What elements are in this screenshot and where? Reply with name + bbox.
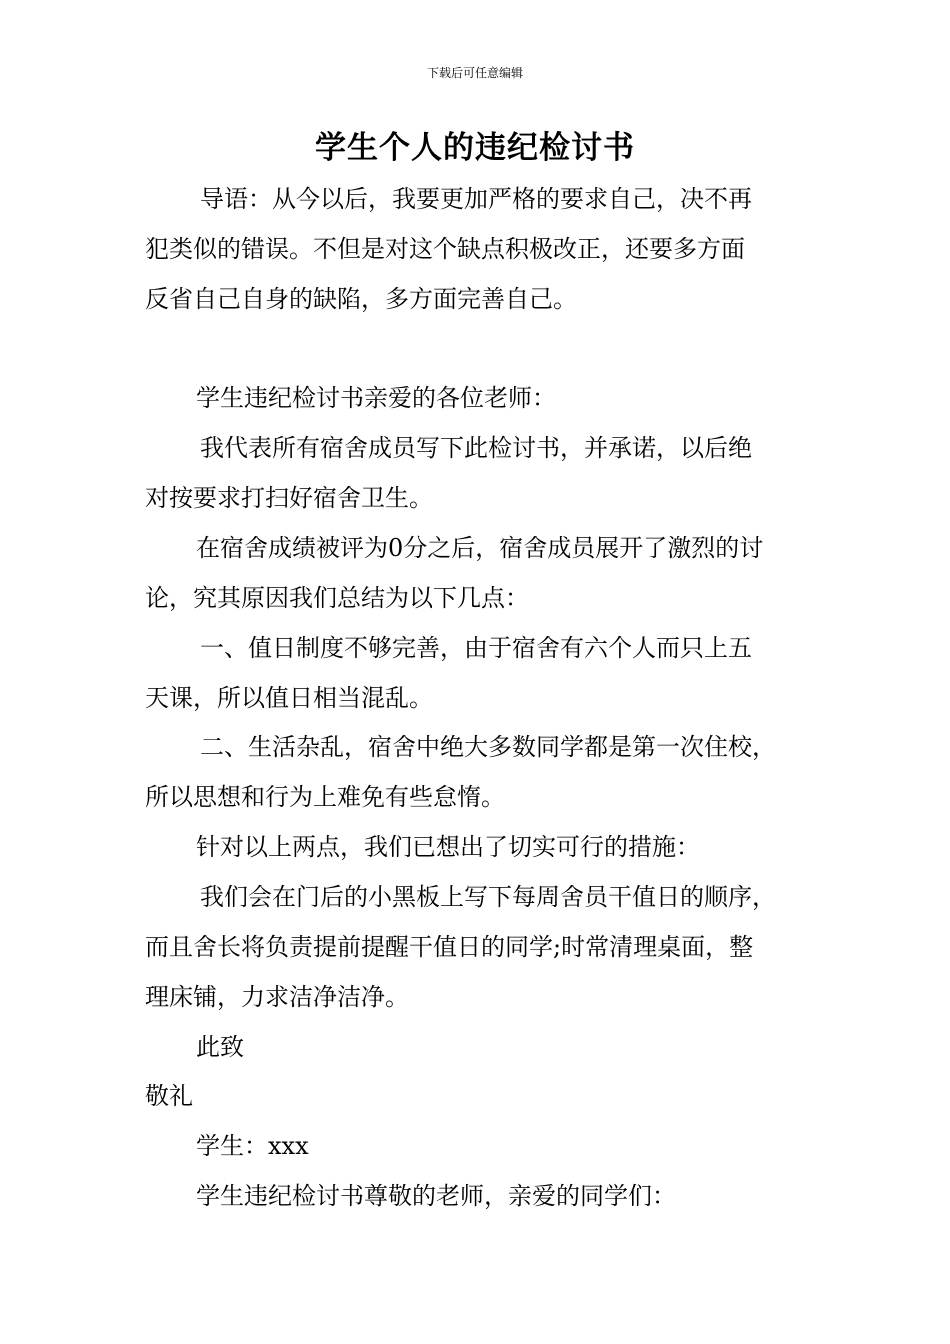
paragraph-line: 在宿舍成绩被评为0分之后，宿舍成员展开了激烈的讨 <box>196 534 764 562</box>
salutation-line: 学生违纪检讨书亲爱的各位老师： <box>196 384 556 412</box>
list-item-line: 二、生活杂乱，宿舍中绝大多数同学都是第一次住校， <box>200 733 776 761</box>
list-item-line: 天课，所以值日相当混乱。 <box>145 684 433 712</box>
paragraph-line: 对按要求打扫好宿舍卫生。 <box>145 484 433 512</box>
closing-line: 敬礼 <box>145 1082 193 1110</box>
paragraph-line: 针对以上两点，我们已想出了切实可行的措施： <box>196 833 700 861</box>
paragraph-line: 反省自己自身的缺陷，多方面完善自己。 <box>145 285 577 313</box>
paragraph-line: 我代表所有宿舍成员写下此检讨书，并承诺，以后绝 <box>200 434 752 462</box>
list-item-line: 所以思想和行为上难免有些怠惰。 <box>145 783 505 811</box>
paragraph-line: 而且舍长将负责提前提醒干值日的同学;时常清理桌面，整 <box>145 933 754 961</box>
paragraph-line: 论，究其原因我们总结为以下几点： <box>145 584 529 612</box>
list-item-line: 一、值日制度不够完善，由于宿舍有六个人而只上五 <box>200 634 752 662</box>
salutation-line: 学生违纪检讨书尊敬的老师，亲爱的同学们： <box>196 1182 676 1210</box>
header-note: 下载后可任意编辑 <box>426 66 523 80</box>
paragraph-line: 导语：从今以后，我要更加严格的要求自己，决不再 <box>200 185 752 213</box>
paragraph-line: 理床铺，力求洁净洁净。 <box>145 983 409 1011</box>
paragraph-line: 我们会在门后的小黑板上写下每周舍员干值日的顺序， <box>200 883 776 911</box>
closing-line: 此致 <box>196 1033 244 1061</box>
page-title: 学生个人的违纪检讨书 <box>315 130 635 166</box>
signature-line: 学生：xxx <box>196 1132 309 1160</box>
paragraph-line: 犯类似的错误。不但是对这个缺点积极改正，还要多方面 <box>145 235 745 263</box>
